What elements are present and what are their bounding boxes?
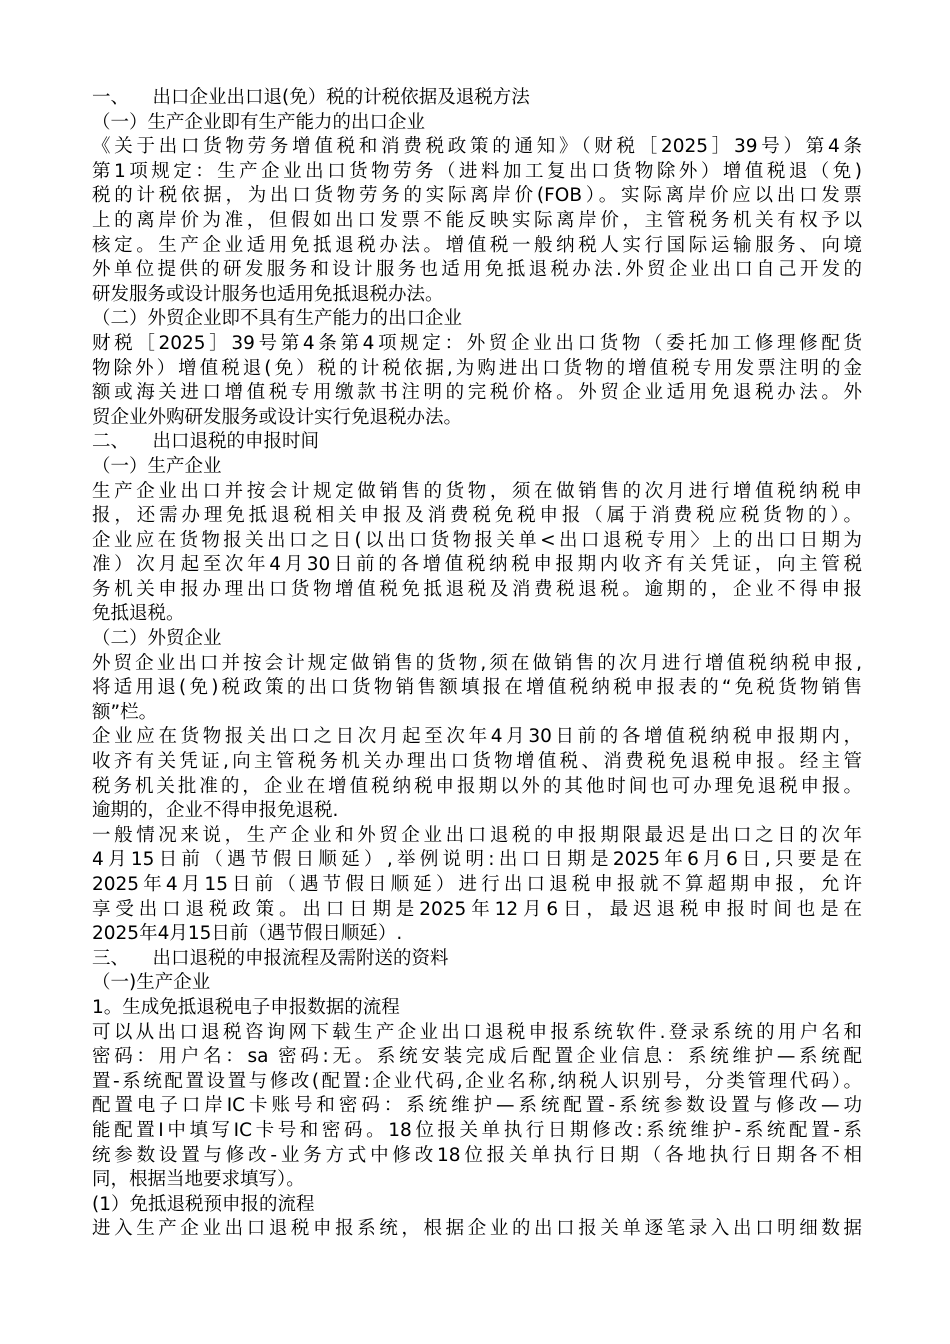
text-line: 三、 出口退税的申报流程及需附送的资料 [92, 947, 449, 969]
text-line: （二）外贸企业即不具有生产能力的出口企业 [92, 308, 463, 330]
text-line: 外贸企业出口并按会计规定做销售的货物,须在做销售的次月进行增值税纳税申报, [92, 652, 862, 674]
text-line: 同，根据当地要求填写）。 [92, 1169, 305, 1191]
text-line: 第1项规定：生产企业出口货物劳务（进料加工复出口货物除外）增值税退（免) [92, 160, 862, 182]
text-line: 税务机关批准的，企业在增值税纳税申报期以外的其他时间也可办理免退税申报。 [92, 775, 862, 797]
text-line: 统参数设置与修改-业务方式中修改18位报关单执行日期（各地执行日期各不相 [92, 1144, 862, 1166]
text-line: 2025年4月15日前（遇节假日顺延）进行出口退税申报就不算超期申报，允许 [92, 874, 862, 895]
text-line: 2025年4月15日前（遇节假日顺延）. [92, 923, 403, 945]
text-line: 生产企业出口并按会计规定做销售的货物，须在做销售的次月进行增值税纳税申 [92, 480, 862, 502]
text-line: 可以从出口退税咨询网下载生产企业出口退税申报系统软件.登录系统的用户名和 [92, 1021, 862, 1043]
text-line: 密码：用户名：sa 密码:无。系统安装完成后配置企业信息：系统维护—系统配 [92, 1046, 862, 1068]
text-line: 配置电子口岸IC卡账号和密码：系统维护—系统配置-系统参数设置与修改—功 [92, 1095, 862, 1117]
text-line: （一）生产企业即有生产能力的出口企业 [92, 111, 426, 133]
text-line: （一)生产企业 [92, 972, 211, 994]
text-line: 务机关申报办理出口货物增值税免抵退税及消费税退税。逾期的，企业不得申报 [92, 578, 862, 600]
text-line: 准）次月起至次年4月30日前的各增值税纳税申报期内收齐有关凭证，向主管税 [92, 554, 862, 576]
document-body [92, 86, 862, 1242]
text-line: 进入生产企业出口退税申报系统，根据企业的出口报关单逐笔录入出口明细数据 [92, 1218, 862, 1240]
text-line: 贸企业外购研发服务或设计实行免退税办法。 [92, 406, 463, 428]
text-line: 《关于出口货物劳务增值税和消费税政策的通知》（财税［2025］39号）第4条 [92, 136, 862, 158]
text-line: （二）外贸企业 [92, 628, 222, 650]
text-line: 能配置Ⅰ中填写IC卡号和密码。18位报关单执行日期修改:系统维护-系统配置-系 [92, 1119, 862, 1141]
text-line: 享受出口退税政策。出口日期是2025年12月6日，最迟退税申报时间也是在 [92, 898, 862, 920]
text-line: （一）生产企业 [92, 455, 222, 477]
text-line: 置-系统配置设置与修改(配置:企业代码,企业名称,纳税人识别号，分类管理代码）。 [92, 1070, 862, 1092]
text-line: 一、 出口企业出口退(免）税的计税依据及退税方法 [92, 87, 530, 108]
text-line: 企业应在货物报关出口之日次月起至次年4月30日前的各增值税纳税申报期内， [92, 726, 862, 748]
text-line: 二、 出口退税的申报时间 [92, 431, 320, 453]
text-line: 企业应在货物报关出口之日(以出口货物报关单<出口退税专用〉上的出口日期为 [92, 529, 862, 551]
text-line: 4月15日前（遇节假日顺延）,举例说明:出口日期是2025年6月6日,只要是在 [92, 849, 862, 871]
text-line: 上的离岸价为准，但假如出口发票不能反映实际离岸价，主管税务机关有权予以 [92, 209, 862, 231]
text-line: 物除外）增值税退(免）税的计税依据,为购进出口货物的增值税专用发票注明的金 [92, 357, 862, 379]
text-line: 核定。生产企业适用免抵退税办法。增值税一般纳税人实行国际运输服务、向境 [92, 234, 862, 256]
text-line: 外单位提供的研发服务和设计服务也适用免抵退税办法.外贸企业出口自己开发的 [92, 259, 862, 281]
text-line: 报，还需办理免抵退税相关申报及消费税免税申报（属于消费税应税货物的）。 [92, 505, 862, 527]
text-line: 将适用退(免)税政策的出口货物销售额填报在增值税纳税申报表的“免税货物销售 [92, 677, 862, 699]
text-line: 财税［2025］39号第4条第4项规定：外贸企业出口货物（委托加工修理修配货 [92, 332, 862, 354]
text-line: 额”栏。 [92, 701, 158, 723]
text-line: 一般情况来说，生产企业和外贸企业出口退税的申报期限最迟是出口之日的次年 [92, 824, 862, 846]
text-line: 1。生成免抵退税电子申报数据的流程 [92, 996, 400, 1018]
text-line: 研发服务或设计服务也适用免抵退税办法。 [92, 283, 444, 305]
text-line: 税的计税依据，为出口货物劳务的实际离岸价(FOB）。实际离岸价应以出口发票 [92, 185, 862, 207]
text-line: 额或海关进口增值税专用缴款书注明的完税价格。外贸企业适用免退税办法。外 [92, 382, 862, 404]
text-line: 收齐有关凭证,向主管税务机关办理出口货物增值税、消费税免退税申报。经主管 [92, 751, 862, 773]
text-line: 免抵退税。 [92, 603, 185, 625]
text-line: (1）免抵退税预申报的流程 [92, 1193, 315, 1215]
text-line: 逾期的，企业不得申报免退税. [92, 800, 339, 822]
